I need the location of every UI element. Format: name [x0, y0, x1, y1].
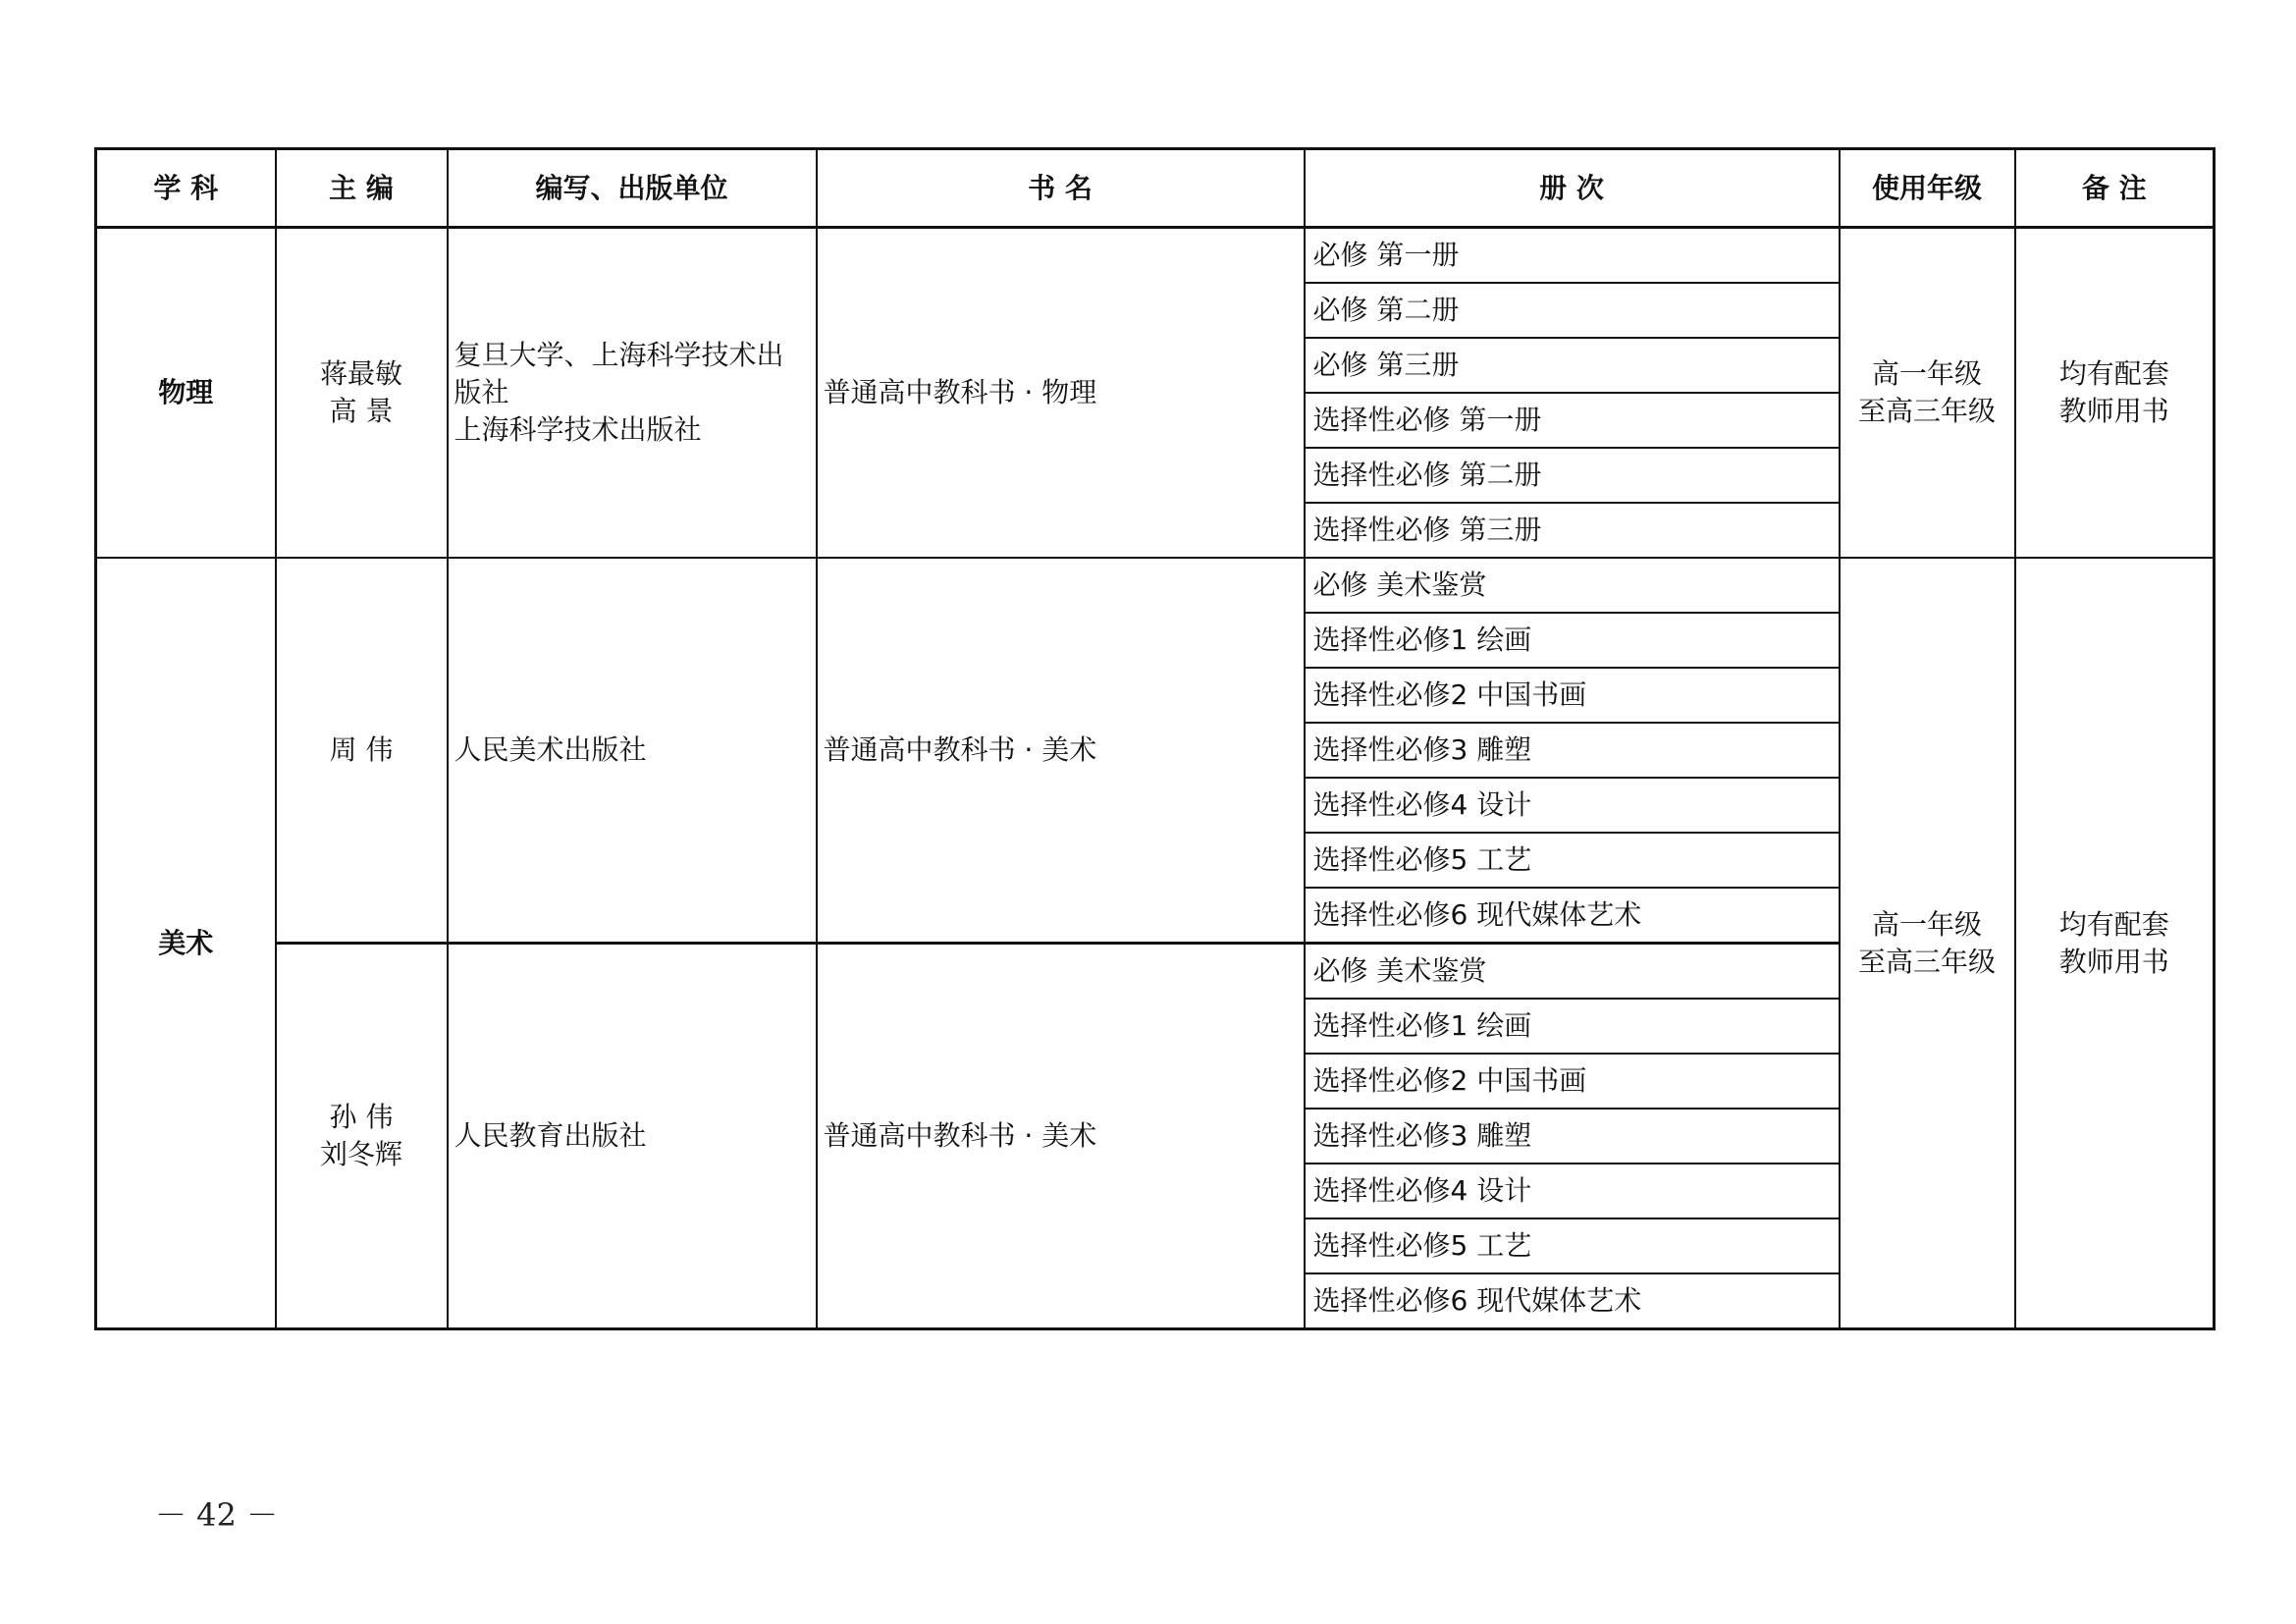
volume-cell: 选择性必修 第三册: [1305, 503, 1840, 558]
volume-cell: 选择性必修6 现代媒体艺术: [1305, 888, 1840, 944]
header-title: 书 名: [817, 149, 1305, 228]
header-editor: 主 编: [276, 149, 448, 228]
volume-cell: 必修 第一册: [1305, 228, 1840, 284]
volume-cell: 必修 美术鉴赏: [1305, 944, 1840, 1000]
title-cell-physics: 普通高中教科书 · 物理: [817, 228, 1305, 559]
volume-cell: 选择性必修3 雕塑: [1305, 1109, 1840, 1164]
publisher-cell-physics: [448, 228, 817, 559]
volume-cell: 必修 第二册: [1305, 283, 1840, 338]
notes-line: 均有配套: [2058, 907, 2169, 941]
publisher-line: 上海科学技术出版社: [454, 413, 702, 446]
volume-cell: 选择性必修2 中国书画: [1305, 668, 1840, 723]
notes-line: 教师用书: [2058, 395, 2169, 427]
publisher-line: 复旦大学、上海科学技术出: [454, 339, 784, 371]
subject-cell-art: 美术: [96, 558, 276, 1329]
volume-cell: 选择性必修6 现代媒体艺术: [1305, 1273, 1840, 1329]
notes-cell-physics: [2015, 228, 2215, 559]
header-publisher: 编写、出版单位: [448, 149, 817, 228]
table-row: [96, 228, 2215, 284]
editor-cell-art-2: [276, 944, 448, 1329]
header-notes: 备 注: [2015, 149, 2215, 228]
volume-cell: 选择性必修5 工艺: [1305, 1218, 1840, 1273]
page-number: － 42 －: [155, 1496, 279, 1534]
editor-name: 高 景: [329, 395, 394, 427]
volume-cell: 选择性必修3 雕塑: [1305, 723, 1840, 778]
grade-cell-art: [1840, 558, 2015, 1329]
volume-cell: 选择性必修1 绘画: [1305, 613, 1840, 668]
subject-cell-physics: 物理: [96, 228, 276, 559]
grade-cell-physics: [1840, 228, 2015, 559]
title-cell-art-1: 普通高中教科书 · 美术: [817, 558, 1305, 944]
header-subject: 学 科: [96, 149, 276, 228]
notes-line: 教师用书: [2058, 945, 2169, 978]
header-volume: 册 次: [1305, 149, 1840, 228]
publisher-cell-art-2: 人民教育出版社: [448, 944, 817, 1329]
volume-cell: 选择性必修2 中国书画: [1305, 1054, 1840, 1109]
editor-cell-art-1: [276, 558, 448, 944]
volume-cell: 选择性必修 第二册: [1305, 448, 1840, 503]
notes-cell-art: [2015, 558, 2215, 1329]
volume-cell: 必修 美术鉴赏: [1305, 558, 1840, 613]
volume-cell: 选择性必修4 设计: [1305, 1164, 1840, 1218]
editor-name: 刘冬辉: [319, 1138, 402, 1170]
editor-name: 孙 伟: [329, 1101, 394, 1133]
volume-cell: 必修 第三册: [1305, 338, 1840, 393]
table-header-row: [96, 149, 2215, 228]
table-row: [96, 558, 2215, 613]
notes-line: 均有配套: [2058, 357, 2169, 390]
grade-line: 至高三年级: [1857, 395, 1996, 427]
title-cell-art-2: 普通高中教科书 · 美术: [817, 944, 1305, 1329]
grade-line: 高一年级: [1871, 357, 1982, 390]
volume-cell: 选择性必修 第一册: [1305, 393, 1840, 448]
grade-line: 至高三年级: [1857, 945, 1996, 978]
editor-name: 蒋最敏: [319, 357, 402, 390]
grade-line: 高一年级: [1871, 907, 1982, 941]
publisher-cell-art-1: 人民美术出版社: [448, 558, 817, 944]
textbook-table: [94, 147, 2216, 1330]
volume-cell: 选择性必修5 工艺: [1305, 833, 1840, 888]
header-grade: 使用年级: [1840, 149, 2015, 228]
volume-cell: 选择性必修1 绘画: [1305, 999, 1840, 1054]
volume-cell: 选择性必修4 设计: [1305, 778, 1840, 833]
editor-cell-physics: [276, 228, 448, 559]
editor-name: 周 伟: [329, 733, 394, 766]
publisher-line: 版社: [454, 376, 509, 408]
